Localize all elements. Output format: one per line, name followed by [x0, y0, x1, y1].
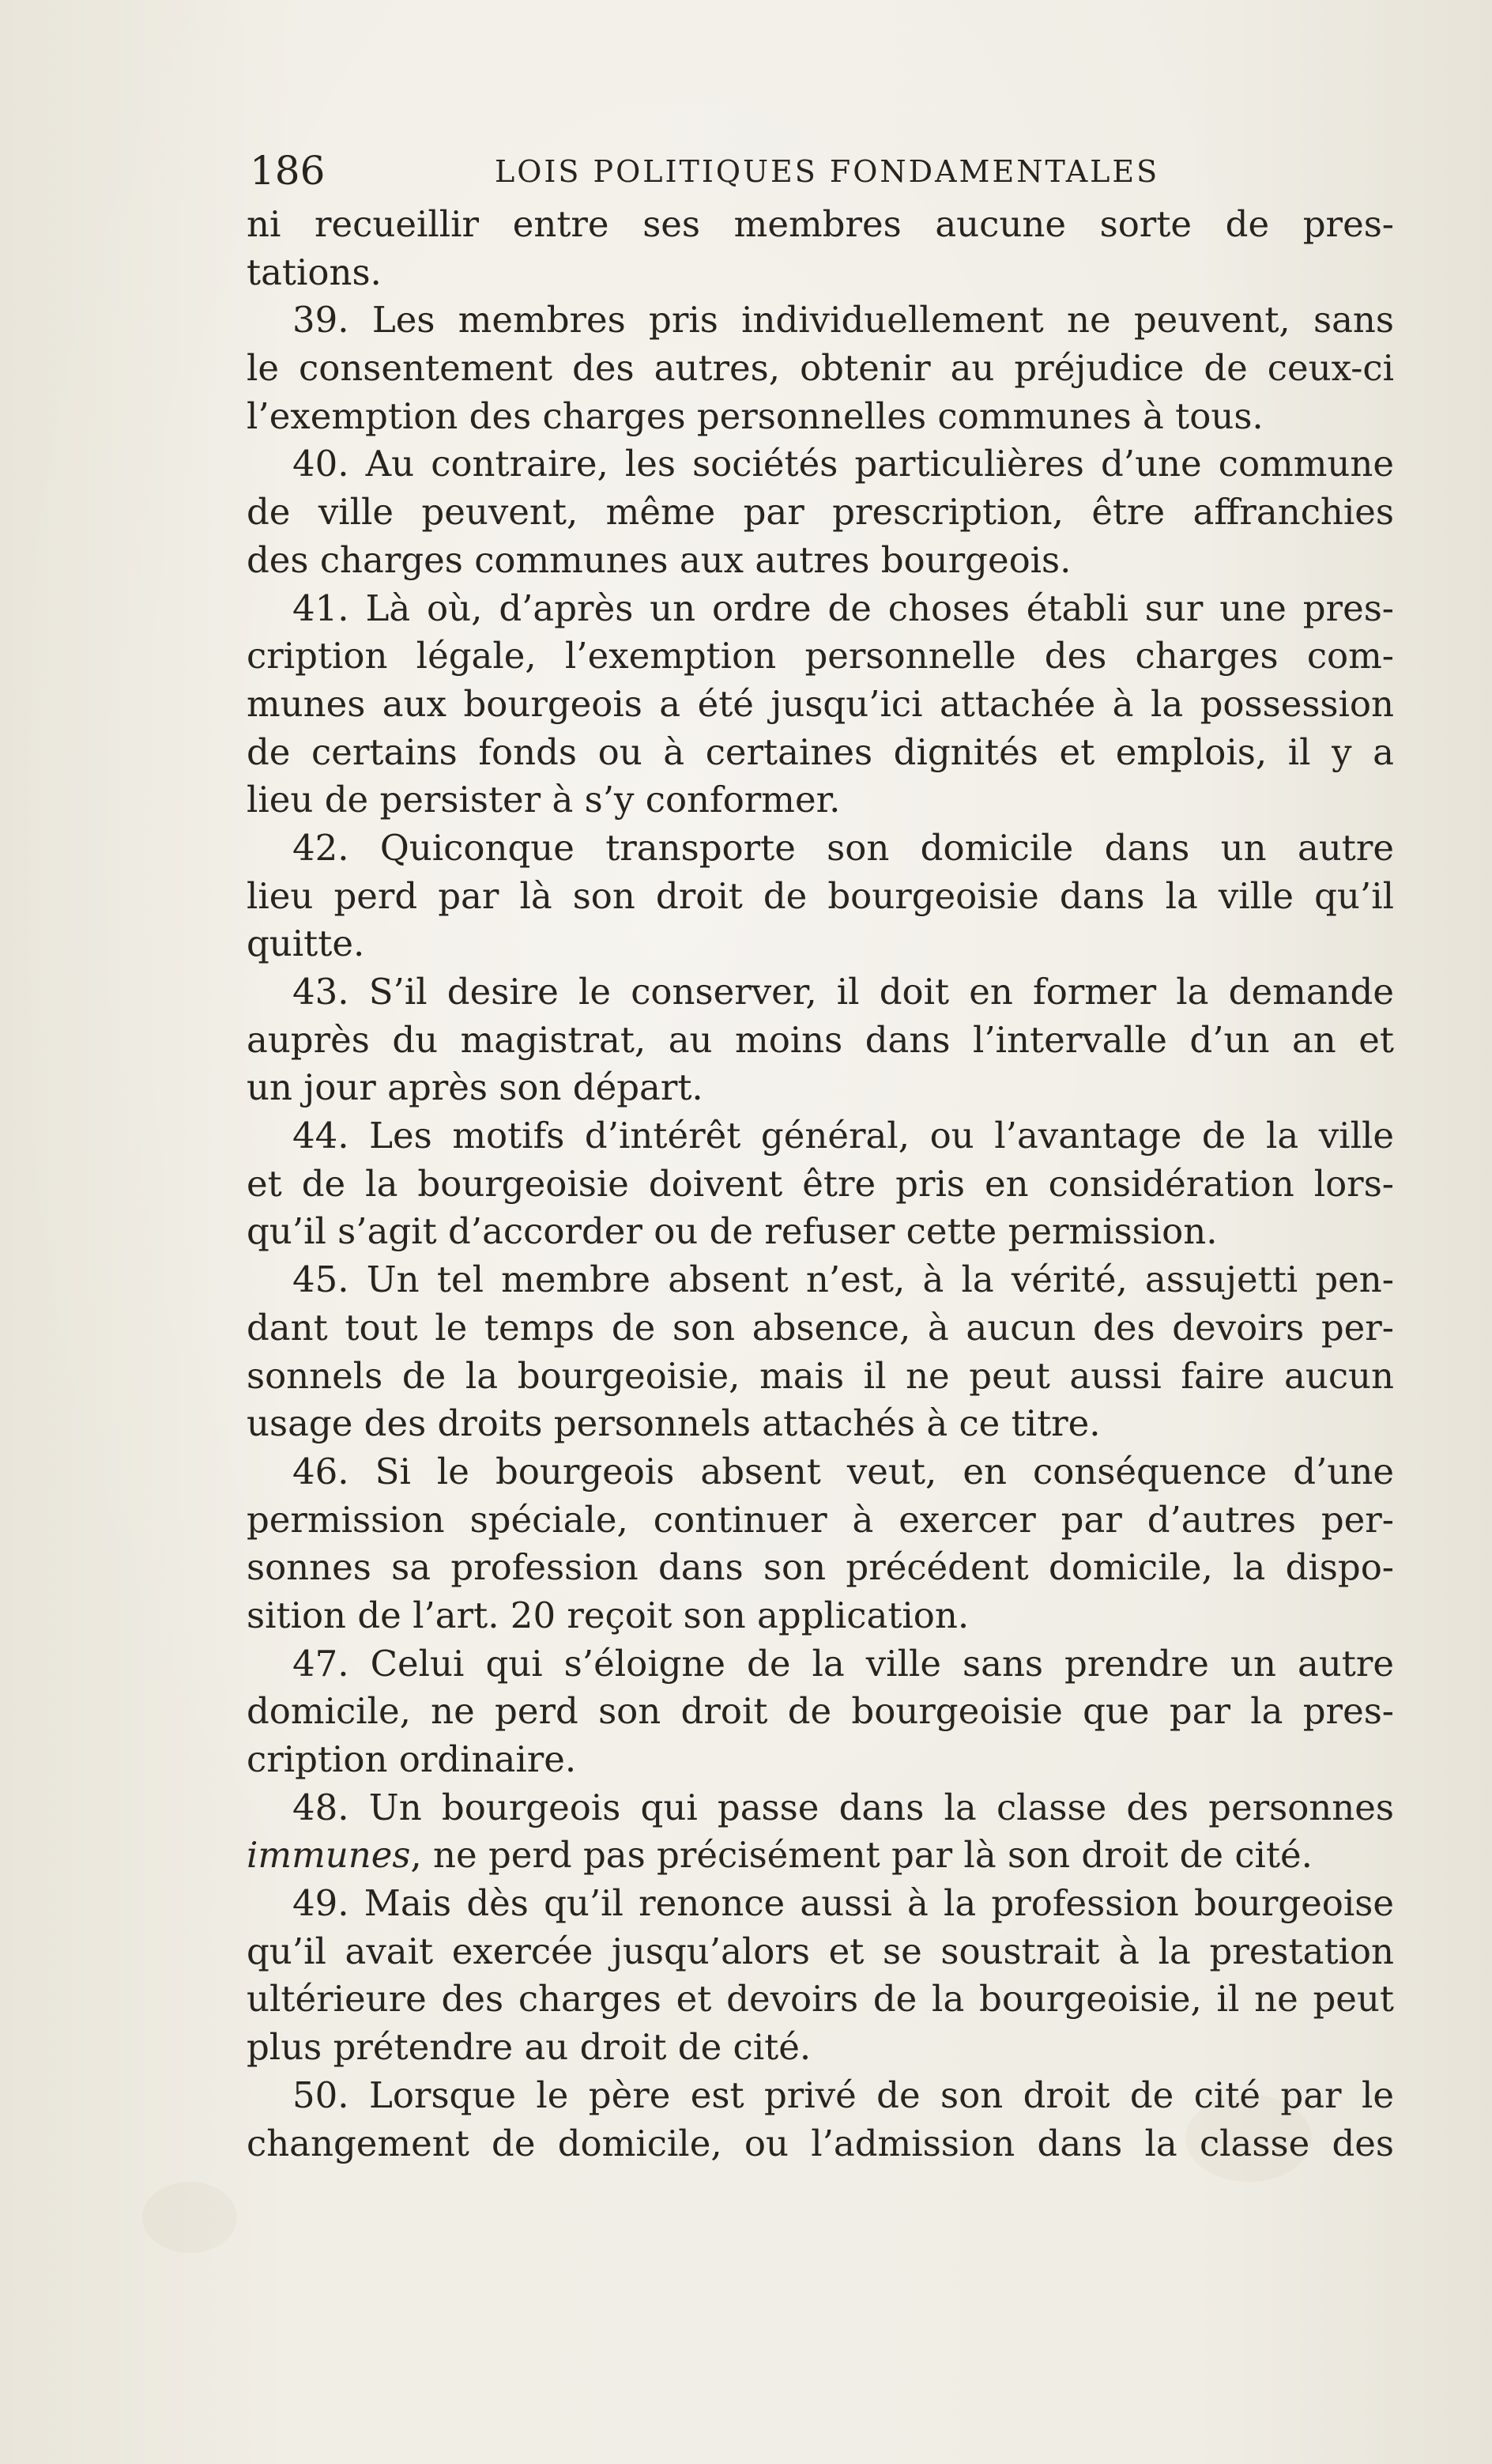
text-line: 46. Si le bourgeois absent veut, en conséquence d’une: [292, 1450, 1394, 1492]
text-line: 48. Un bourgeois qui passe dans la classe des personnes: [292, 1786, 1394, 1828]
text-line: plus prétendre au droit de cité.: [247, 2026, 812, 2069]
text-line: et de la bourgeoisie doivent être pris en considération lors-: [247, 1162, 1394, 1205]
text-line: usage des droits personnels attachés à ce titre.: [247, 1402, 1101, 1445]
text-line: tations.: [247, 251, 382, 293]
text-line: 40. Au contraire, les sociétés particulières d’une commune: [292, 443, 1394, 485]
text-line: domicile, ne perd son droit de bourgeoisie que par la pres-: [247, 1690, 1394, 1733]
text-line: l’exemption des charges personnelles communes à tous.: [247, 394, 1264, 437]
page-number: 186: [250, 148, 326, 194]
text-line: de ville peuvent, même par prescription, être affranchies: [247, 491, 1394, 534]
text-line: 50. Lorsque le père est privé de son droit de cité par le: [292, 2073, 1394, 2116]
text-line: cription légale, l’exemption personnelle des charges com-: [247, 635, 1394, 677]
italic-term: immunes: [247, 1834, 411, 1877]
text-line: le consentement des autres, obtenir au préjudice de ceux-ci: [247, 347, 1394, 390]
text-line: 43. S’il desire le conserver, il doit en former la demande: [292, 971, 1394, 1013]
text-line: auprès du magistrat, au moins dans l’intervalle d’un an et: [247, 1018, 1394, 1061]
text-line: ultérieure des charges et devoirs de la bourgeoisie, il ne peut: [247, 1978, 1394, 2021]
text-line: lieu de persister à s’y conformer.: [247, 779, 841, 821]
text-line: 45. Un tel membre absent n’est, à la vérité, assujetti pen-: [292, 1258, 1394, 1301]
text-line: 41. Là où, d’après un ordre de choses établi sur une pres-: [292, 587, 1394, 629]
text-line: qu’il s’agit d’accorder ou de refuser cette permission.: [247, 1210, 1218, 1253]
text-line: ni recueillir entre ses membres aucune sorte de pres-: [247, 203, 1394, 245]
text-line: de certains fonds ou à certaines dignités et emplois, il y a: [247, 730, 1394, 773]
page-header: [250, 147, 1388, 194]
text-line: dant tout le temps de son absence, à aucun des devoirs per-: [247, 1306, 1394, 1349]
text-line: 39. Les membres pris individuellement ne peuvent, sans: [292, 299, 1394, 341]
text-line: immunes, ne perd pas précisément par là son droit de cité.: [247, 1834, 1313, 1877]
paper-stain: [142, 2182, 237, 2253]
text-line: sition de l’art. 20 reçoit son application.: [247, 1594, 970, 1636]
text-line: un jour après son départ.: [247, 1066, 703, 1109]
text-line: 49. Mais dès qu’il renonce aussi à la profession bourgeoise: [292, 1882, 1394, 1925]
text-line: changement de domicile, ou l’admission dans la classe des: [247, 2122, 1394, 2164]
text-line: lieu perd par là son droit de bourgeoisie dans la ville qu’il: [247, 874, 1394, 917]
body-text: [247, 201, 1394, 2168]
text-line: qu’il avait exercée jusqu’alors et se soustrait à la prestation: [247, 1930, 1394, 1972]
text-line: sonnes sa profession dans son précédent domicile, la dispo-: [247, 1546, 1394, 1589]
text-line: sonnels de la bourgeoisie, mais il ne peut aussi faire aucun: [247, 1354, 1394, 1397]
text-line: des charges communes aux autres bourgeois.: [247, 538, 1072, 581]
text-line: quitte.: [247, 923, 365, 965]
text-line: 42. Quiconque transporte son domicile dans un autre: [292, 826, 1394, 869]
text-line: cription ordinaire.: [247, 1738, 577, 1780]
text-line: 44. Les motifs d’intérêt général, ou l’avantage de la ville: [292, 1115, 1394, 1157]
text-line: munes aux bourgeois a été jusqu’ici attachée à la possession: [247, 682, 1394, 725]
text-line: permission spéciale, continuer à exercer par d’autres per-: [247, 1498, 1394, 1541]
running-head: LOIS POLITIQUES FONDAMENTALES: [495, 154, 1160, 189]
text-line: 47. Celui qui s’éloigne de la ville sans prendre un autre: [292, 1642, 1394, 1685]
